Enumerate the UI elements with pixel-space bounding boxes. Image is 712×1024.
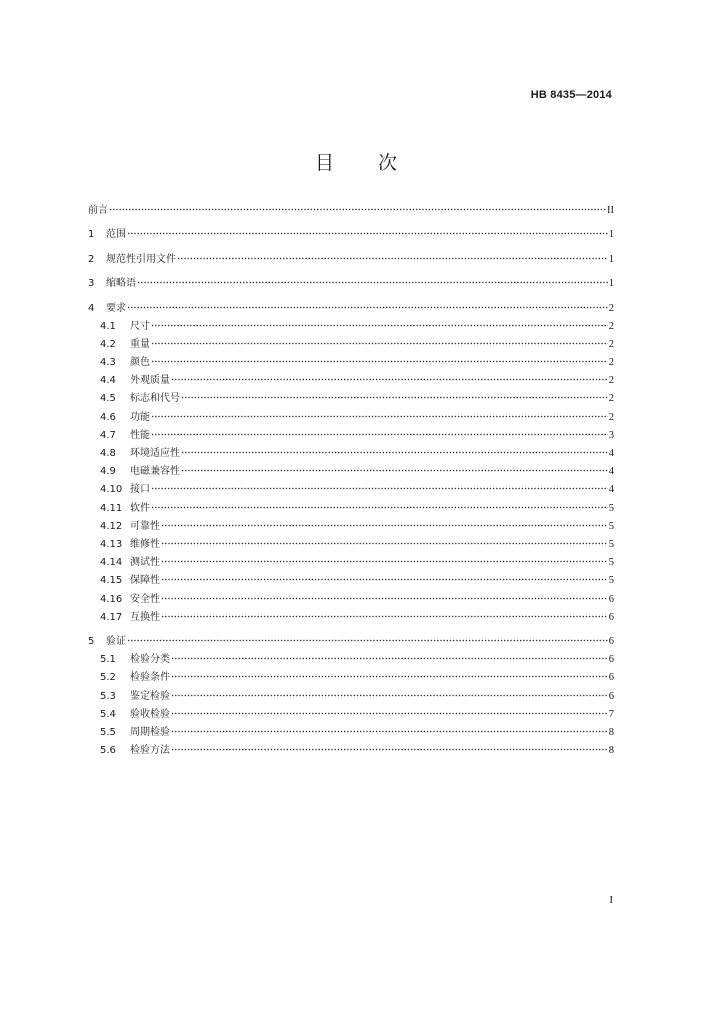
toc-entry-number: 5.6 <box>100 745 116 757</box>
toc-entry[interactable] <box>88 651 614 669</box>
toc-entry-page: II <box>607 205 614 216</box>
toc-entry-label: 检验分类 <box>130 654 170 666</box>
toc-entry-number: 4.8 <box>100 448 116 459</box>
toc-entry-number: 4 <box>88 302 95 314</box>
toc-entry-label: 鉴定检验 <box>130 690 170 702</box>
toc-entry-number: 4.11 <box>100 502 123 514</box>
toc-dot-leader <box>127 632 608 642</box>
toc-entry-number: 4.13 <box>100 538 123 550</box>
toc-entry-number: 5 <box>88 636 95 648</box>
toc-entry-label: 外观质量 <box>130 375 170 387</box>
toc-dot-leader <box>171 741 608 751</box>
toc-dot-leader <box>151 480 608 490</box>
toc-entry-page: 1 <box>608 229 614 241</box>
toc-entry-label: 周期检验 <box>130 727 170 738</box>
toc-entry-label: 保障性 <box>130 575 160 587</box>
toc-entry[interactable] <box>88 409 614 427</box>
toc-dot-leader <box>127 225 608 235</box>
toc-dot-leader <box>151 499 608 509</box>
toc-entry-label: 重量 <box>130 338 150 350</box>
toc-dot-leader <box>161 535 608 545</box>
toc-entry-page: 8 <box>608 727 614 738</box>
toc-entry-number: 4.6 <box>100 411 116 423</box>
toc-entry[interactable] <box>88 500 614 518</box>
toc-entry-label: 验证 <box>106 636 126 648</box>
toc-entry-page: 8 <box>608 745 614 757</box>
toc-dot-leader <box>181 462 608 472</box>
toc-entry-page: 7 <box>608 708 614 720</box>
toc-entry-page: 4 <box>608 484 614 496</box>
toc-entry-label: 验收检验 <box>130 708 170 720</box>
toc-entry-number: 4.3 <box>100 357 116 369</box>
toc-entry[interactable] <box>88 427 614 445</box>
toc-entry[interactable] <box>88 669 614 687</box>
toc-entry-number: 4.16 <box>100 593 123 605</box>
toc-dot-leader <box>161 517 608 527</box>
toc-entry[interactable] <box>88 318 614 336</box>
toc-entry-number: 5.5 <box>100 727 116 738</box>
toc-entry-label: 功能 <box>130 411 150 423</box>
toc-entry-label: 检验条件 <box>130 672 170 684</box>
toc-entry[interactable] <box>88 390 614 408</box>
toc-entry-label: 测试性 <box>130 557 160 569</box>
toc-dot-leader <box>181 389 608 399</box>
toc-entry-number: 5.4 <box>100 708 116 720</box>
toc-entry[interactable] <box>88 706 614 724</box>
toc-dot-leader <box>161 571 608 581</box>
toc-dot-leader <box>151 335 608 345</box>
toc-dot-leader <box>151 353 608 363</box>
toc-entry-number: 4.14 <box>100 557 123 569</box>
toc-title-right: 次 <box>378 152 398 174</box>
toc-entry-page: 2 <box>608 338 614 350</box>
toc-entry[interactable] <box>88 536 614 554</box>
toc-entry-page: 5 <box>608 557 614 569</box>
toc-entry-label: 电磁兼容性 <box>130 466 180 478</box>
toc-entry-label: 标志和代号 <box>130 393 180 405</box>
toc-entry-label: 安全性 <box>130 593 160 605</box>
toc-dot-leader <box>181 444 608 454</box>
toc-entry-page: 6 <box>608 611 614 623</box>
toc-entry[interactable] <box>88 354 614 372</box>
toc-entry[interactable] <box>88 445 614 463</box>
toc-dot-leader <box>171 668 608 678</box>
toc-entry-label: 接口 <box>130 484 150 496</box>
toc-entry-page: 5 <box>608 502 614 514</box>
toc-entry[interactable] <box>88 554 614 572</box>
toc-entry-number: 5.1 <box>100 654 116 666</box>
toc-entry-page: 5 <box>608 520 614 532</box>
toc-dot-leader <box>161 553 608 563</box>
toc-title-left: 目 <box>314 152 334 174</box>
toc-entry-label: 维修性 <box>130 538 160 550</box>
toc-entry[interactable] <box>88 688 614 706</box>
toc-dot-leader <box>151 317 608 327</box>
toc-entry[interactable] <box>88 300 614 318</box>
toc-entry[interactable] <box>88 275 614 293</box>
toc-entry-page: 4 <box>608 466 614 478</box>
toc-entry[interactable] <box>88 251 614 269</box>
toc-entry-label: 可靠性 <box>130 520 160 532</box>
toc-entry-page: 1 <box>608 278 614 290</box>
toc-entry[interactable] <box>88 518 614 536</box>
standard-code: HB 8435—2014 <box>530 89 612 101</box>
toc-entry-number: 4.7 <box>100 429 116 441</box>
toc-dot-leader <box>177 250 608 260</box>
toc-dot-leader <box>161 608 608 618</box>
toc-entry-page: 2 <box>608 393 614 405</box>
toc-entry-number: 4.4 <box>100 375 116 387</box>
toc-entry-page: 6 <box>608 593 614 605</box>
toc-dot-leader <box>171 650 608 660</box>
toc-entry[interactable] <box>88 372 614 390</box>
toc-title <box>0 148 712 175</box>
toc-entry-number: 2 <box>88 253 95 265</box>
toc-entry-label: 检验方法 <box>130 745 170 757</box>
toc-entry-page: 2 <box>608 302 614 314</box>
toc-entry-label: 范围 <box>106 229 126 241</box>
toc-entry-page: 4 <box>608 448 614 459</box>
toc-entry-label: 规范性引用文件 <box>106 253 176 265</box>
toc-entry-page: 6 <box>608 672 614 684</box>
toc-entry-label: 性能 <box>130 429 150 441</box>
toc-entry-number: 4.12 <box>100 520 123 532</box>
toc-entry[interactable] <box>88 226 614 244</box>
toc-entry-number: 5.3 <box>100 690 116 702</box>
toc-entry-number: 4.17 <box>100 611 123 623</box>
toc-entry-label: 要求 <box>106 302 126 314</box>
toc-entry[interactable] <box>88 572 614 590</box>
toc-entry[interactable] <box>88 724 614 742</box>
toc-entry-page: 6 <box>608 690 614 702</box>
toc-entry-page: 5 <box>608 575 614 587</box>
toc-dot-leader <box>151 408 608 418</box>
toc-entry-page: 2 <box>608 357 614 369</box>
toc-entry-number: 4.9 <box>100 466 116 478</box>
toc-entry[interactable] <box>88 633 614 651</box>
toc-entry[interactable] <box>88 481 614 499</box>
toc-entry-label: 软件 <box>130 502 150 514</box>
toc-entry-number: 4.2 <box>100 338 116 350</box>
toc-entry-number: 3 <box>88 278 95 290</box>
toc-entry-page: 5 <box>608 538 614 550</box>
toc-dot-leader <box>151 426 608 436</box>
toc-entry-number: 4.5 <box>100 393 116 405</box>
toc-entry-number: 4.15 <box>100 575 123 587</box>
toc-dot-leader <box>171 371 608 381</box>
toc-entry[interactable] <box>88 336 614 354</box>
toc-entry-page: 1 <box>608 253 614 265</box>
toc-entry-label: 颜色 <box>130 357 150 369</box>
toc-entry-label: 缩略语 <box>106 278 136 290</box>
toc-entry[interactable] <box>88 742 614 760</box>
toc-entry-label: 尺寸 <box>130 320 150 332</box>
toc-entry[interactable] <box>88 463 614 481</box>
toc-entry-label: 互换性 <box>130 611 160 623</box>
toc-entry-number: 4.10 <box>100 484 123 496</box>
toc-dot-leader <box>171 705 608 715</box>
toc-entry-page: 6 <box>608 654 614 666</box>
toc-entry-page: 3 <box>608 429 614 441</box>
toc-dot-leader <box>171 723 608 733</box>
toc-entry-page: 6 <box>608 636 614 648</box>
toc-entry-number: 4.1 <box>100 320 116 332</box>
toc-entry-page: 2 <box>608 320 614 332</box>
toc-dot-leader <box>109 201 606 211</box>
toc-entry-page: 2 <box>608 375 614 387</box>
toc-entry[interactable] <box>88 591 614 609</box>
toc-dot-leader <box>127 299 608 309</box>
toc-entry[interactable] <box>88 609 614 627</box>
toc-entry-label: 前言 <box>88 205 108 216</box>
page-folio: I <box>609 894 613 906</box>
toc-entry-number: 1 <box>88 229 95 241</box>
toc-entry-label: 环境适应性 <box>130 448 180 459</box>
toc-entry-number: 5.2 <box>100 672 116 684</box>
table-of-contents <box>88 202 614 760</box>
toc-dot-leader <box>161 590 608 600</box>
toc-entry-page: 2 <box>608 411 614 423</box>
toc-dot-leader <box>137 274 608 284</box>
toc-entry[interactable] <box>88 202 614 220</box>
toc-dot-leader <box>171 687 608 697</box>
